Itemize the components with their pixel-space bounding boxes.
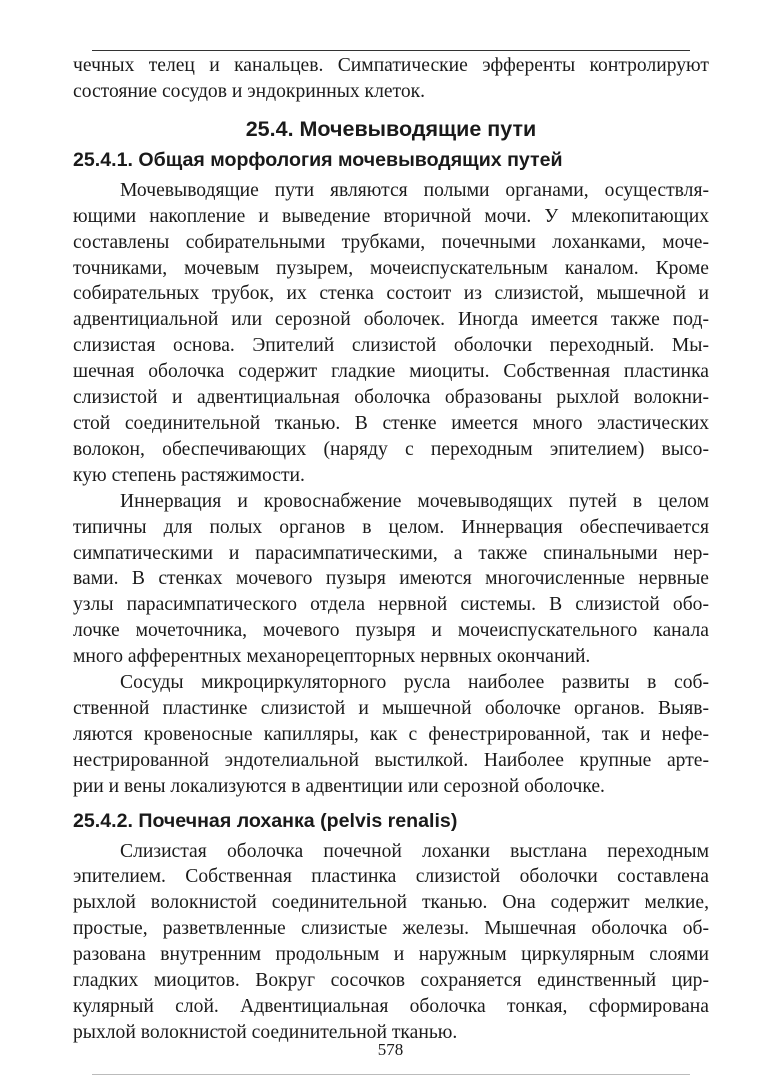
text-line: шечная оболочка содержит гладкие миоциты. Собственная пластинка: [73, 361, 709, 383]
page-number: 578: [377, 1040, 404, 1059]
text-line: рыхлой волокнистой соединительной тканью. Она содержит мелкие,: [73, 892, 709, 914]
text-line: симпатическими и парасимпатическими, а также спинальными нер-: [73, 542, 709, 564]
intro-paragraph: [73, 53, 709, 105]
text-line: рии и вены локализуются в адвентиции или серозной оболочке.: [73, 775, 605, 797]
paragraph: [73, 178, 709, 489]
text-line: рыхлой волокнистой соединительной тканью.: [73, 1021, 458, 1043]
text-line: много афферентных механорецепторных нервных окончаний.: [73, 646, 591, 668]
footer-rule: [92, 1074, 690, 1075]
text-line: разована внутренним продольным и наружным циркулярным слоями: [73, 944, 709, 966]
text-line: волокон, обеспечивающих (наряду с переходным эпителием) высо-: [73, 438, 709, 460]
text-line: составлены собирательными трубками, почечными лоханками, моче-: [73, 231, 709, 253]
text-line: стой соединительной тканью. В стенке имеется много эластических: [73, 412, 709, 434]
text-line: узлы парасимпатического отдела нервной системы. В слизистой обо-: [73, 594, 709, 616]
text-line: кулярный слой. Адвентициальная оболочка тонкая, сформирована: [73, 996, 709, 1017]
paragraph: [73, 839, 709, 1046]
paragraph: [73, 489, 709, 670]
text-line: ственной пластинке слизистой и мышечной оболочке органов. Выяв-: [73, 697, 709, 719]
text-line: слизистая основа. Эпителий слизистой оболочки переходный. Мы-: [73, 335, 709, 357]
header-rule: [92, 50, 690, 51]
text-line: адвентициальной или серозной оболочек. Иногда имеется также под-: [73, 309, 709, 331]
text-line: простые, разветвленные слизистые железы. Мышечная оболочка об-: [73, 918, 709, 940]
text-line: Сосуды микроциркуляторного русла наиболее развиты в соб-: [120, 672, 709, 694]
text-line: лочке мочеточника, мочевого пузыря и мочеиспускательного канала: [73, 620, 709, 642]
text-line: нестрированной эндотелиальной выстилкой. Наиболее крупные арте-: [73, 749, 709, 771]
text-line: точниками, мочевым пузырем, мочеиспускательным каналом. Кроме: [73, 257, 709, 279]
text-line: Слизистая оболочка почечной лоханки выстлана переходным: [120, 840, 709, 862]
subsection-title: 25.4.1. Общая морфология мочевыводящих путей: [73, 148, 563, 171]
text-line: вами. В стенках мочевого пузыря имеются многочисленные нервные: [73, 568, 709, 590]
paragraph: [73, 670, 709, 800]
text-line: эпителием. Собственная пластинка слизистой оболочки составлена: [73, 866, 709, 888]
text-line: слизистой и адвентициальная оболочка образованы рыхлой волокни-: [73, 387, 709, 409]
text-line: типичны для полых органов в целом. Иннервация обеспечивается: [73, 516, 709, 538]
text-line: Мочевыводящие пути являются полыми органами, осуществля-: [120, 179, 709, 201]
text-line: состояние сосудов и эндокринных клеток.: [73, 80, 426, 102]
text-line: гладких миоцитов. Вокруг сосочков сохраняется единственный цир-: [73, 970, 709, 992]
text-line: ляются кровеносные капилляры, как с фенестрированной, так и нефе-: [73, 723, 709, 745]
text-line: Иннервация и кровоснабжение мочевыводящих путей в целом: [120, 490, 709, 512]
page-body: [73, 53, 709, 1046]
text-line: чечных телец и канальцев. Симпатические эфференты контролируют: [73, 55, 709, 76]
section-title: 25.4. Мочевыводящие пути: [245, 116, 537, 141]
subsection-title: 25.4.2. Почечная лоханка (pelvis renalis): [73, 809, 458, 832]
text-line: ющими накопление и выведение вторичной мочи. У млекопитающих: [73, 205, 709, 227]
text-line: кую степень растяжимости.: [73, 464, 305, 486]
text-line: собирательных трубок, их стенка состоит из слизистой, мышечной и: [73, 283, 709, 305]
